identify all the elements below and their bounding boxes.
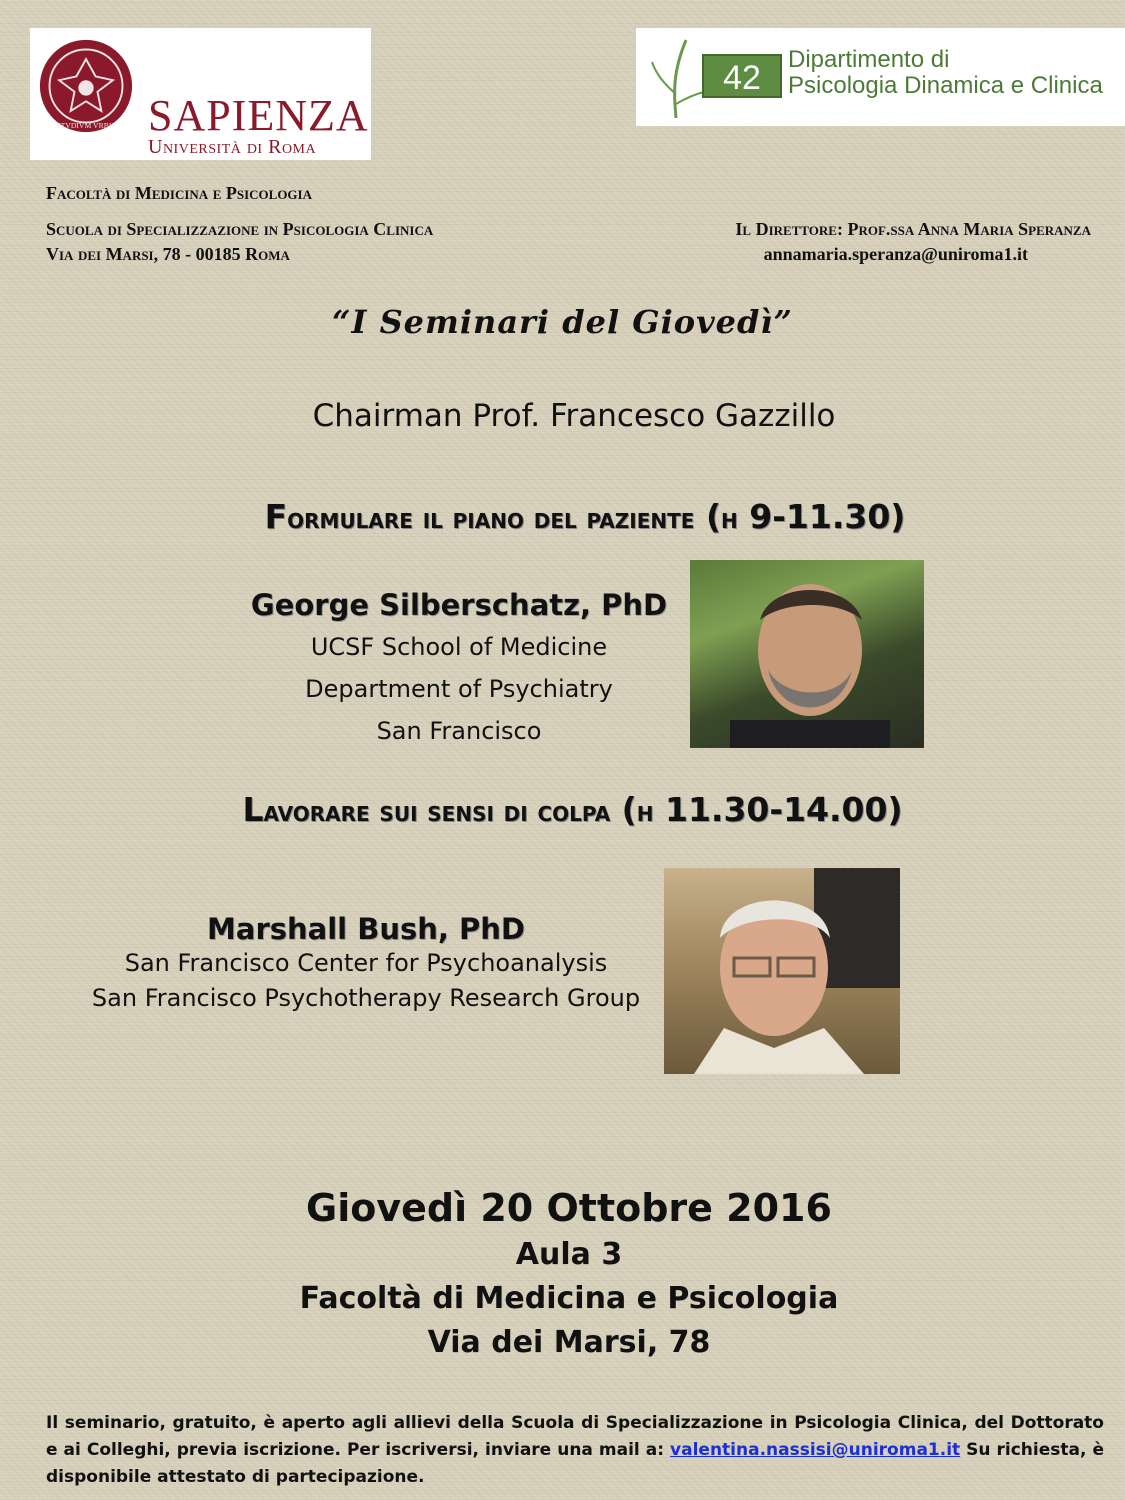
portrait-icon [690, 560, 924, 748]
speaker-affiliation: Department of Psychiatry [305, 675, 613, 703]
talk-1-title [0, 497, 1125, 536]
talk-title-rest: ormulare il piano del paziente [287, 502, 695, 535]
event-street: Via dei Marsi, 78 [427, 1325, 711, 1360]
faculty-name: Facoltà di Medicina e Psicologia [46, 183, 312, 203]
talk-2-title [0, 790, 1125, 829]
speaker-2-photo [664, 868, 900, 1074]
sapienza-logo [30, 28, 371, 160]
speaker-affiliation: San Francisco [376, 717, 542, 745]
sapienza-subtitle: Università di Roma [148, 136, 317, 158]
department-line2: Psicologia Dinamica e Clinica [788, 72, 1103, 99]
department-number: 42 [702, 54, 782, 98]
talk-time: 9-11.30) [737, 497, 906, 536]
talk-title-initial: L [242, 790, 264, 829]
speaker-name: Marshall Bush, PhD [207, 912, 525, 946]
speaker-1 [240, 588, 678, 752]
speaker-affiliation: San Francisco Center for Psychoanalysis [124, 949, 608, 977]
leaf-icon [646, 34, 706, 120]
talk-title-initial: F [264, 497, 288, 536]
portrait-icon [664, 868, 900, 1074]
talk-time-open: ( [621, 790, 637, 829]
speaker-2 [90, 912, 642, 1016]
department-logo [636, 28, 1125, 126]
event-venue: Facoltà di Medicina e Psicologia [299, 1281, 839, 1316]
footer-text: Il seminario, gratuito, è aperto agli allievi della Scuola di Specializzazione in Psicologia Clinica, del Dottorato e ai Colleghi, previa iscrizione. Per iscriversi, inviare una mail a: [46, 1413, 1104, 1460]
event-info [0, 1183, 1125, 1365]
talk-time: 11.30-14.00) [653, 790, 903, 829]
talk-title-rest: avorare sui sensi di colpa [263, 795, 611, 828]
event-room: Aula 3 [515, 1237, 623, 1272]
sapienza-name: SAPIENZA [148, 91, 369, 140]
chairman: Chairman Prof. Francesco Gazzillo [312, 398, 836, 434]
footer-note [46, 1410, 1104, 1491]
event-date: Giovedì 20 Ottobre 2016 [306, 1186, 832, 1230]
director-email: annamaria.speranza@uniroma1.it [763, 244, 1028, 264]
speaker-affiliation: UCSF School of Medicine [310, 633, 608, 661]
speaker-1-photo [690, 560, 924, 748]
speaker-affiliation: San Francisco Psychotherapy Research Group [91, 984, 641, 1012]
series-title: “I Seminari del Giovedì” [332, 303, 793, 341]
talk-time-open: ( [705, 497, 722, 536]
seal-text: STVDIVM VRBIS [56, 121, 116, 131]
talk-time-h: h [636, 795, 654, 828]
department-line1: Dipartimento di [788, 46, 950, 73]
sapienza-seal-icon [38, 38, 134, 134]
speaker-name: George Silberschatz, PhD [250, 588, 668, 622]
footer-text: Su richiesta, è disponibile attestato di partecipazione. [46, 1440, 1104, 1487]
school-address: Via dei Marsi, 78 - 00185 Roma [46, 244, 290, 264]
registration-email-link[interactable]: valentina.nassisi@uniroma1.it [670, 1440, 961, 1460]
talk-time-h: h [721, 502, 738, 535]
director-name: Il Direttore: Prof.ssa Anna Maria Speranza [735, 219, 1091, 239]
school-name: Scuola di Specializzazione in Psicologia Clinica [46, 219, 434, 239]
